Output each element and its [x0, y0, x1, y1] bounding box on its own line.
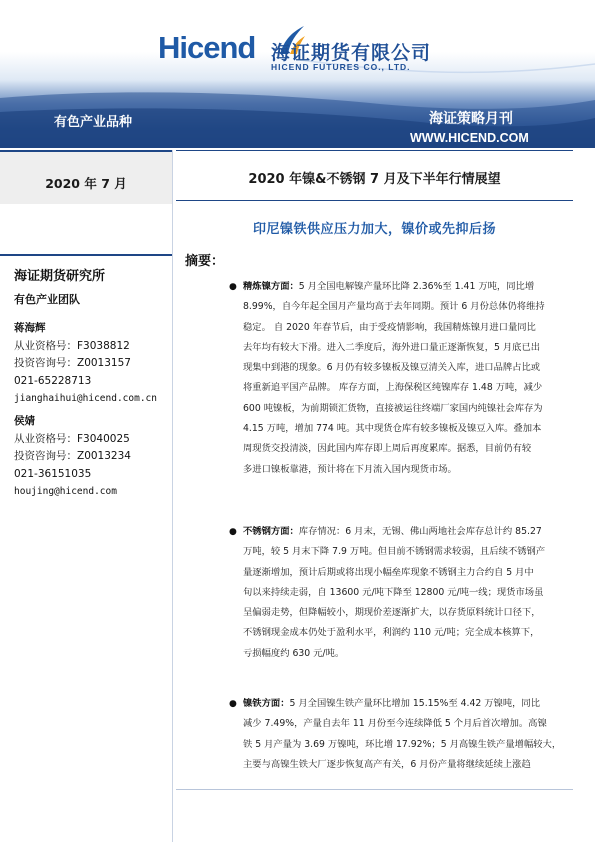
section-heading: 精炼镍方面：: [243, 281, 299, 292]
section-line: 亏损幅度约 630 元/吨。: [243, 647, 345, 659]
summary-heading: 摘要：: [185, 254, 225, 269]
section-nickel-iron: [243, 694, 573, 775]
header-banner: [0, 0, 595, 148]
analyst-email[interactable]: houjing@hicend.com: [14, 486, 117, 497]
analyst-qualification: 从业资格号：F3040025: [14, 432, 130, 445]
section-line: 量逐渐增加，预计后期或将出现小幅垒库现象不锈钢主力合约自 5 月中: [243, 566, 534, 578]
section-refined-nickel: [243, 277, 573, 480]
analyst-email[interactable]: jianghaihui@hicend.com.cn: [14, 393, 157, 404]
section-line: 600 吨镍板，为前期锁汇货物，直接被运往终端厂家国内纯镍社会库存为: [243, 402, 543, 414]
bullet-icon: ●: [229, 527, 237, 537]
title-rule-bottom: [176, 200, 573, 201]
title-rule-top: [176, 150, 573, 151]
analyst-name: 蒋海辉: [14, 322, 46, 334]
section-line: 5 月全国镍生铁产量环比增加 15.15%至 4.42 万镍吨，同比: [289, 698, 541, 709]
section-line: 去年均有较大下滑。进入二季度后，海外进口量正逐渐恢复，5 月底已出: [243, 341, 541, 353]
analyst-card: [14, 320, 172, 408]
section-line: 8.99%，自今年起全国月产量均高于去年同期。预计 6 月份总体仍将维持: [243, 301, 545, 313]
section-line: 5 月全国电解镍产量环比降 2.36%至 1.41 万吨，同比增: [298, 281, 535, 292]
analyst-card: [14, 413, 172, 501]
bullet-icon: ●: [229, 699, 237, 709]
bullet-icon: ●: [229, 282, 237, 292]
section-line: 将重新追平国产品牌。 库存方面，上海保税区纯镍库存 1.48 万吨，减少: [243, 382, 543, 394]
sector-label: 有色产业品种: [54, 115, 133, 130]
institute-name: 海证期货研究所: [14, 269, 106, 284]
section-line: 周现货交投清淡，因此国内库存即上周后再度累库。据悉，目前仍有较: [243, 443, 532, 455]
logo-wordmark: Hicend: [158, 30, 256, 65]
section-line: 现集中到港的现象。6 月仍有较多镍板及镍豆清关入库，进口品牌占比或: [243, 362, 541, 374]
section-divider: [176, 789, 573, 790]
analyst-phone: 021-36151035: [14, 467, 92, 480]
website-link[interactable]: WWW.HICEND.COM: [410, 131, 529, 145]
section-line: 旬以来持续走弱，自 13600 元/吨下降至 12800 元/吨一线；现货市场虽: [243, 586, 544, 598]
section-line: 减少 7.49%，产量自去年 11 月份至今连续降低 5 个月后首次增加。高镍: [243, 718, 547, 730]
section-line: 铁 5 月产量为 3.69 万镍吨，环比增 17.92%；5 月高镍生铁产量增幅较大，: [243, 738, 562, 750]
report-date: 2020 年 7 月: [45, 176, 127, 191]
section-stainless-steel: [243, 522, 573, 664]
section-line: 库存情况：6 月末，无锡、佛山两地社会库存总计约 85.27: [298, 526, 542, 537]
company-name-cn: 海证期货有限公司: [271, 42, 432, 64]
analyst-consult-number: 投资咨询号：Z0013157: [14, 357, 131, 369]
analyst-name: 侯婧: [14, 415, 35, 427]
section-line: 不锈钢现金成本仍处于盈利水平，利润约 110 元/吨；完全成本核算下，: [243, 627, 540, 639]
section-line: 呈偏弱走势，但降幅较小，期现价差逐渐扩大，以存货原料统计口径下，: [243, 607, 541, 619]
section-line: 稳定。 自 2020 年春节后，由于受疫情影响，我国精炼镍月进口量同比: [243, 321, 536, 333]
analyst-consult-number: 投资咨询号：Z0013234: [14, 450, 131, 462]
sidebar-rule: [0, 254, 172, 256]
team-name: 有色产业团队: [14, 293, 80, 306]
analyst-phone: 021-65228713: [14, 374, 92, 387]
section-line: 万吨，较 5 月末下降 7.9 万吨。但目前不锈钢需求较弱，且后续不锈钢产: [243, 546, 546, 558]
section-line: 4.15 万吨，增加 774 吨。其中现货仓库有较多镍板及镍豆入库。叠加本: [243, 423, 542, 435]
analyst-qualification: 从业资格号：F3038812: [14, 339, 130, 352]
column-divider: [172, 150, 173, 842]
section-line: 多进口镍板靠港，预计将在下月流入国内现货市场。: [243, 463, 457, 475]
report-title: 2020 年镍&不锈钢 7 月及下半年行情展望: [248, 172, 501, 187]
section-heading: 镍铁方面：: [243, 698, 290, 709]
report-subtitle: 印尼镍铁供应压力加大，镍价或先抑后扬: [252, 222, 496, 237]
section-line: 主要与高镍生铁大厂逐步恢复高产有关，6 月份产量将继续延续上涨趋: [243, 758, 531, 770]
date-band-rule: [0, 150, 172, 152]
section-heading: 不锈钢方面：: [243, 526, 299, 537]
report-name: 海证策略月刊: [429, 111, 513, 127]
company-name-en: HICEND FUTURES CO., LTD.: [271, 62, 411, 72]
